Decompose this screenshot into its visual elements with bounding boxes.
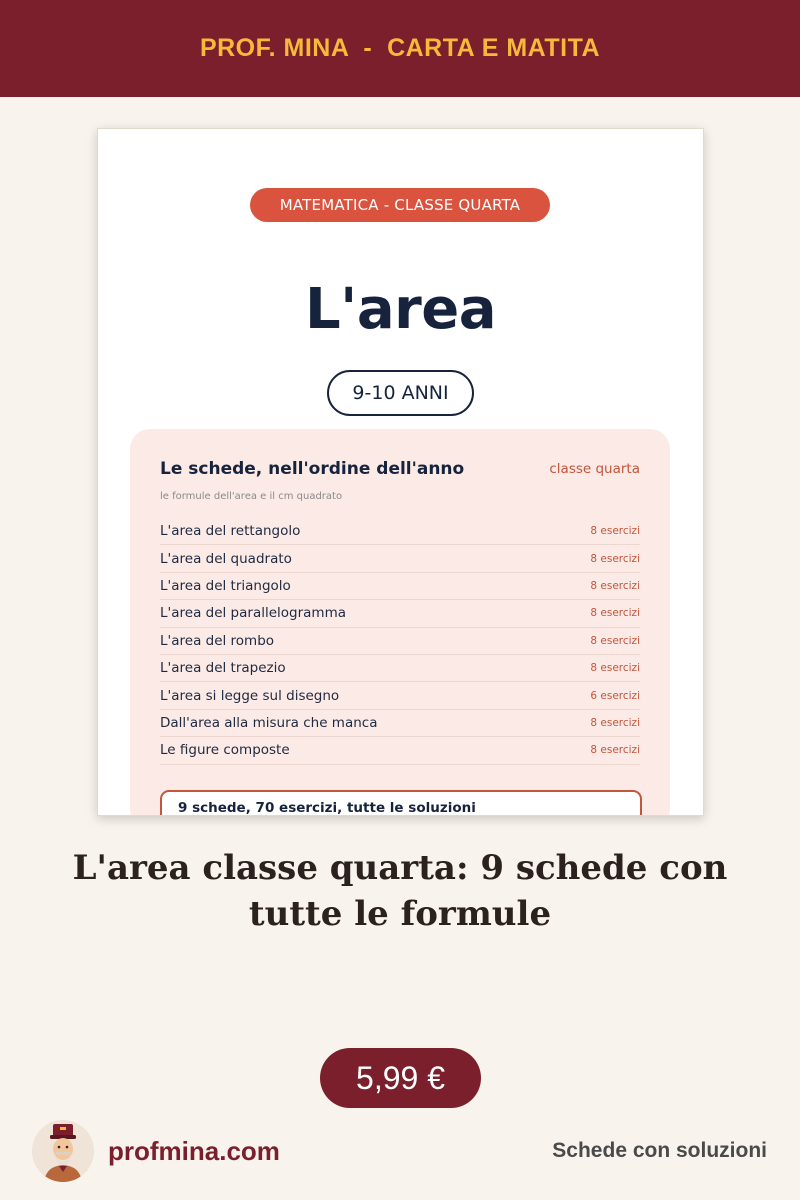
- preview-title: L'area: [304, 277, 496, 342]
- list-item: [160, 682, 640, 709]
- top-banner: [0, 0, 800, 97]
- scheda-count: 8 esercizi: [590, 662, 640, 675]
- scheda-name: L'area si legge sul disegno: [160, 687, 340, 704]
- panel-title: Le schede, nell'ordine dell'anno: [160, 459, 465, 479]
- scheda-count: 8 esercizi: [590, 634, 640, 647]
- panel-subtitle: le formule dell'area e il cm quadrato: [160, 491, 343, 502]
- schede-list: [160, 518, 640, 765]
- summary-box: 9 schede, 70 esercizi, tutte le soluzioni: [160, 790, 642, 816]
- site-link[interactable]: profmina.com: [108, 1136, 280, 1166]
- scheda-name: L'area del triangolo: [160, 577, 291, 594]
- scheda-count: 8 esercizi: [590, 525, 640, 538]
- scheda-count: 8 esercizi: [590, 744, 640, 757]
- age-badge: 9-10 ANNI: [327, 370, 474, 416]
- list-item: [160, 573, 640, 600]
- list-item: [160, 628, 640, 655]
- scheda-name: L'area del parallelogramma: [160, 605, 346, 622]
- panel-class-tag: classe quarta: [549, 461, 640, 477]
- list-item: [160, 545, 640, 572]
- product-title[interactable]: L'area classe quarta: 9 schede con tutte le formule: [72, 848, 728, 934]
- scheda-name: L'area del quadrato: [160, 550, 292, 567]
- footer-note: Schede con soluzioni: [552, 1139, 767, 1162]
- scheda-count: 8 esercizi: [590, 716, 640, 729]
- price-button[interactable]: 5,99 €: [320, 1048, 481, 1108]
- scheda-count: 8 esercizi: [590, 607, 640, 620]
- scheda-count: 8 esercizi: [590, 579, 640, 592]
- product-preview-card[interactable]: [97, 128, 704, 816]
- scheda-name: L'area del trapezio: [160, 660, 286, 677]
- brand-title: PROF. MINA - CARTA E MATITA: [199, 34, 601, 62]
- professor-avatar-icon: [32, 1120, 94, 1182]
- scheda-count: 8 esercizi: [590, 552, 640, 565]
- scheda-name: L'area del rettangolo: [160, 523, 301, 540]
- scheda-count: 6 esercizi: [590, 689, 640, 702]
- list-item: [160, 710, 640, 737]
- list-item: [160, 655, 640, 682]
- scheda-name: Dall'area alla misura che manca: [160, 714, 378, 731]
- list-item: [160, 600, 640, 627]
- list-item: [160, 737, 640, 764]
- scheda-name: L'area del rombo: [160, 632, 275, 649]
- list-item: [160, 518, 640, 545]
- scheda-name: Le figure composte: [160, 742, 290, 759]
- schede-panel: [130, 429, 670, 816]
- subject-badge: MATEMATICA - CLASSE QUARTA: [250, 188, 550, 222]
